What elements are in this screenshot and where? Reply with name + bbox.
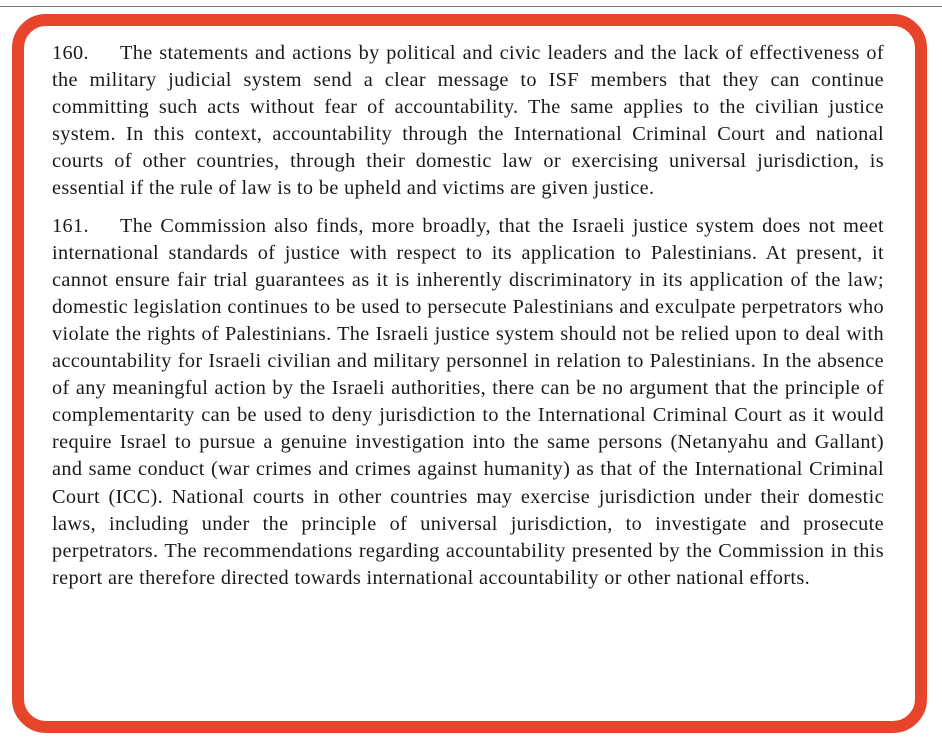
top-divider-line: [0, 6, 942, 7]
paragraph-160: [52, 40, 884, 203]
paragraph-text: The Commission also finds, more broadly, that the Israeli justice system does not meet international standards of justice with respect to its application to Palestinians. At present, it cannot ensure fair trial guarantees as it is inherently discriminatory in its application of the law; domestic legislation continues to be used to persecute Palestinians and exculpate perpetrators who violate the rights of Palestinians. The Israeli justice system should not be relied upon to deal with accountability for Israeli civilian and military personnel in relation to Palestinians. In the absence of any meaningful action by the Israeli authorities, there can be no argument that the principle of complementarity can be used to deny jurisdiction to the International Criminal Court as it would require Israel to pursue a genuine investigation into the same persons (Netanyahu and Gallant) and same conduct (war crimes and crimes against humanity) as that of the International Criminal Court (ICC). National courts in other countries may exercise jurisdiction under their domestic laws, including under the principle of universal jurisdiction, to investigate and prosecute perpetrators. The recommendations regarding accountability presented by the Commission in this report are therefore directed towards international accountability or other national efforts.: [52, 214, 884, 589]
paragraph-number: 161.: [52, 214, 89, 237]
paragraph-161: [52, 213, 884, 592]
document-excerpt: [52, 40, 884, 592]
paragraph-number: 160.: [52, 42, 89, 64]
paragraph-text: The statements and actions by political and civic leaders and the lack of effectiveness of the military judicial system send a clear message to ISF members that they can continue committing such acts without fear of accountability. The same applies to the civilian justice system. In this context, accountability through the International Criminal Court and national courts of other countries, through their domestic law or exercising universal jurisdiction, is essential if the rule of law is to be upheld and victims are given justice.: [52, 42, 884, 200]
